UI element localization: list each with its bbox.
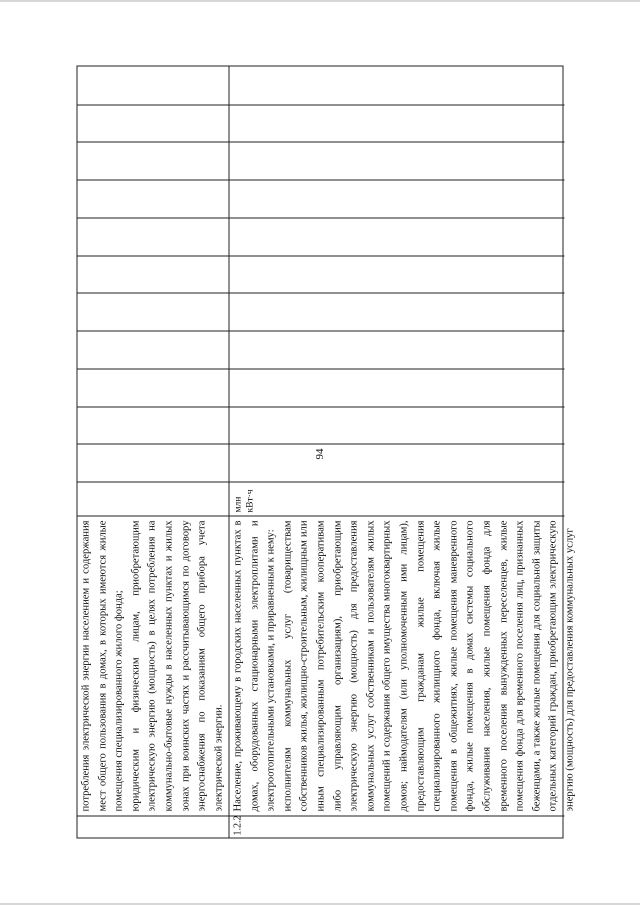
value-cell [78,331,230,369]
value-cell [78,406,230,444]
scan-edge-top [0,0,640,2]
value-cell [230,406,565,444]
value-cell [78,293,230,331]
value-cell [78,180,230,218]
value-cell [230,255,565,293]
value-cell [230,104,565,142]
value-cell [78,217,230,255]
value-cell [230,142,565,180]
value-cell [230,331,565,369]
description-paragraph: юридическим и физическим лицам, приобретающим электрическую энергию (мощность) в целях потребления на коммунально-бытовые нужды в населенных пунктах и жилых зонах при воинских частях и рассчитывающимся по договору энергоснабжения по показаниям общего прибора учета электрической энергии. [130,520,225,812]
value-cell [78,104,230,142]
value-cell [230,293,565,331]
value-cell [230,444,565,482]
page-number: 94 [314,448,326,460]
description-paragraph: Население, проживающему в городских населенных пунктах в домах, оборудованных стационарными электроплитами и электроотопительными установками, и приравненным к нему: [232,520,277,812]
unit-cell [78,482,230,516]
value-cell [78,67,230,105]
row-number-cell: 1.2.2 [230,816,565,838]
description-paragraph: потребления электрической энергии населением и содержания мест общего пользования в домах, в которых имеются жилые помещения специализированного жилого фонда; [80,520,125,812]
value-cell [78,255,230,293]
value-cell [230,217,565,255]
value-cell [78,444,230,482]
value-cell [78,142,230,180]
row-description-cell [78,516,230,816]
value-cell [230,180,565,218]
row-number-cell [78,816,230,838]
description-paragraph: исполнителям коммунальных услуг (товариществам собственников жилья, жилищно-строительным, жилищным или иным специализированным потребительским кооперативам либо управляющим организациям), приобретающим электрическую энергию (мощность) для предоставления коммунальных услуг собственникам и пользователям жилых помещений и содержания общего имущества многоквартирных домов; наймодателям (или уполномоченным ими лицам), предоставляющим гражданам жилые помещения специализированного жилищного фонда, включая жилые помещения в общежитиях, жилые помещения маневренного фонда, жилые помещения в домах системы социального обслуживания населения, жилые помещения фонда для временного поселения вынужденных переселенцев, жилые помещения фонда для временного поселения лиц, признанных беженцами, а также жилые помещения для социальной защиты отдельных категорий граждан, приобретающим электрическую энергию (мощность) для предоставления коммунальных услуг [282,520,576,812]
tariff-table [77,66,576,839]
row-description-cell [230,516,576,816]
value-cell [230,67,565,105]
value-cell [230,368,565,406]
value-cell [78,368,230,406]
unit-cell: млн кВт·ч [230,482,565,516]
